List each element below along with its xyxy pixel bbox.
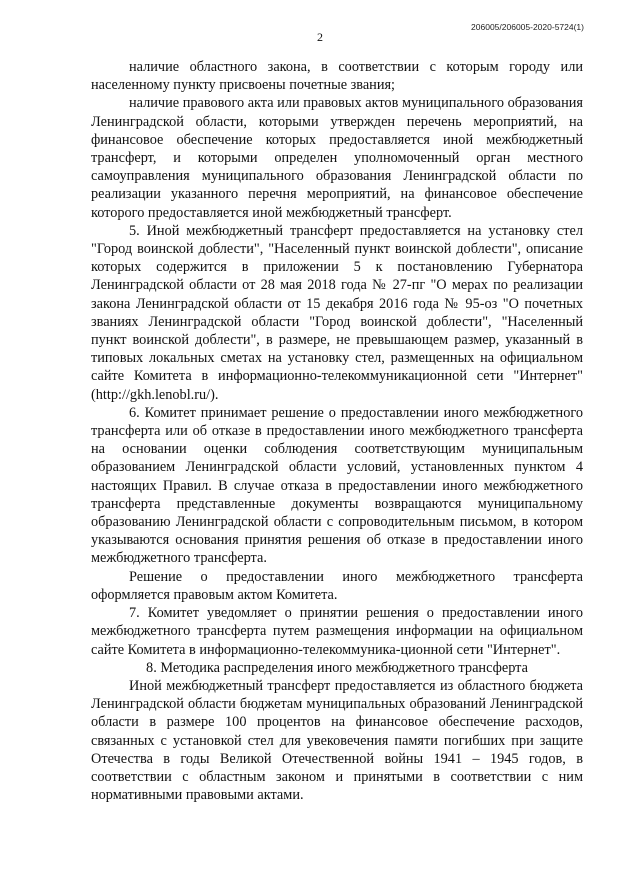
paragraph-methodology: Иной межбюджетный трансферт предоставляется из областного бюджета Ленинградской области бюджетам муниципальных образований Ленинградской области в размере 100 процентов на финансовое обеспечение расходов, связанных с установкой стел для увековечения памяти погибших при защите Отечества в годы Великой Отечественной войны 1941 – 1945 годов, в соответствии с областным законом и принятыми в соответствии с ним нормативными правовыми актами.: [91, 677, 583, 804]
paragraph-condition-law: наличие областного закона, в соответствии с которым городу или населенному пункту присвоены почетные звания;: [91, 59, 583, 94]
paragraph-decision: Решение о предоставлении иного межбюджетного трансферта оформляется правовым актом Комитета.: [91, 568, 583, 603]
paragraph-condition-legal-act: наличие правового акта или правовых актов муниципального образования Ленинградской области, которыми утвержден перечень мероприятий, на финансовое обеспечение которых предоставляется иной межбюджетный трансферт, и которыми определен уполномоченный орган местного самоуправления муниципального образования Ленинградской области по реализации указанного перечня мероприятий, на финансовое обеспечение которого предоставляется иной межбюджетный трансферт.: [91, 95, 583, 221]
section-heading-methodology: 8. Методика распределения иного межбюджетного трансферта: [146, 659, 528, 676]
document-body: [91, 58, 583, 804]
paragraph-item-5: 5. Иной межбюджетный трансферт предоставляется на установку стел "Город воинской доблести", "Населенный пункт воинской доблести", описание которых содержится в приложении 5 к постановлению Губернатора Ленинградской области от 28 мая 2018 года № 27-пг "О мерах по реализации закона Ленинградской области от 15 декабря 2016 года № 95-оз "О почетных званиях Ленинградской области "Город воинской доблести", "Населенный пункт воинской доблести", в размере, не превышающем размер, указанный в типовых локальных сметах на установку стел, размещенных на официальном сайте Комитета в информационно-телекоммуникационной сети "Интернет" (http://gkh.lenobl.ru/).: [91, 222, 583, 403]
document-id: 206005/206005-2020-5724(1): [471, 22, 584, 32]
page-number: 2: [317, 30, 323, 44]
paragraph-item-6: 6. Комитет принимает решение о предоставлении иного межбюджетного трансферта или об отказе в предоставлении иного межбюджетного трансферта на основании оценки соблюдения соответствующим муниципальным образованием Ленинградской области условий, установленных пунктом 4 настоящих Правил. В случае отказа в предоставлении иного межбюджетного трансферта представленные документы возвращаются муниципальному образованию Ленинградской области с сопроводительным письмом, в котором указываются основания принятия решения об отказе в предоставлении иного межбюджетного трансферта.: [91, 404, 583, 567]
paragraph-item-7: 7. Комитет уведомляет о принятии решения о предоставлении иного межбюджетного трансферта путем размещения информации на официальном сайте Комитета в информационно-телекоммуника-ционной сети "Интернет".: [91, 605, 583, 658]
